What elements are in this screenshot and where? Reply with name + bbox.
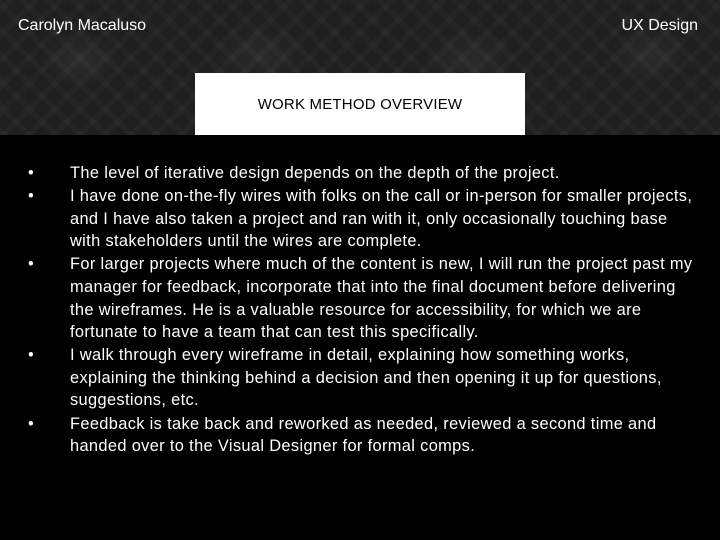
bullet-list — [28, 162, 698, 458]
bullet-item — [28, 344, 698, 412]
bullet-text: I have done on-the-fly wires with folks on the call or in-person for smaller projects, and I have also taken a project and ran with it, only occasionally touching base with stakeholders until the wires are complete. — [70, 187, 693, 251]
bullet-icon: • — [28, 187, 35, 206]
title-box — [195, 73, 525, 135]
bullet-text: I walk through every wireframe in detail, explaining how something works, explaining the thinking behind a decision and then opening it up for questions, suggestions, etc. — [70, 346, 662, 410]
bullet-item — [28, 162, 698, 185]
bullet-text: Feedback is take back and reworked as needed, reviewed a second time and handed over to the Visual Designer for formal comps. — [70, 414, 657, 456]
bullet-icon: • — [28, 255, 35, 274]
bullet-text: The level of iterative design depends on the depth of the project. — [70, 164, 560, 182]
author-name: Carolyn Macaluso — [18, 17, 147, 34]
bullet-icon: • — [28, 164, 35, 182]
slide-title: WORK METHOD OVERVIEW — [257, 96, 463, 113]
bullet-item — [28, 253, 698, 343]
bullet-icon: • — [28, 346, 35, 365]
bullet-item — [28, 185, 698, 253]
topic-label: UX Design — [621, 17, 698, 34]
bullet-icon: • — [28, 414, 35, 433]
bullet-content — [28, 162, 698, 458]
bullet-item — [28, 413, 698, 458]
bullet-text: For larger projects where much of the content is new, I will run the project past my manager for feedback, incorporate that into the final document before delivering the wireframes. He is a valuable resource for accessibility, for which we are fortunate to have a team that can test this specifically. — [70, 255, 693, 342]
